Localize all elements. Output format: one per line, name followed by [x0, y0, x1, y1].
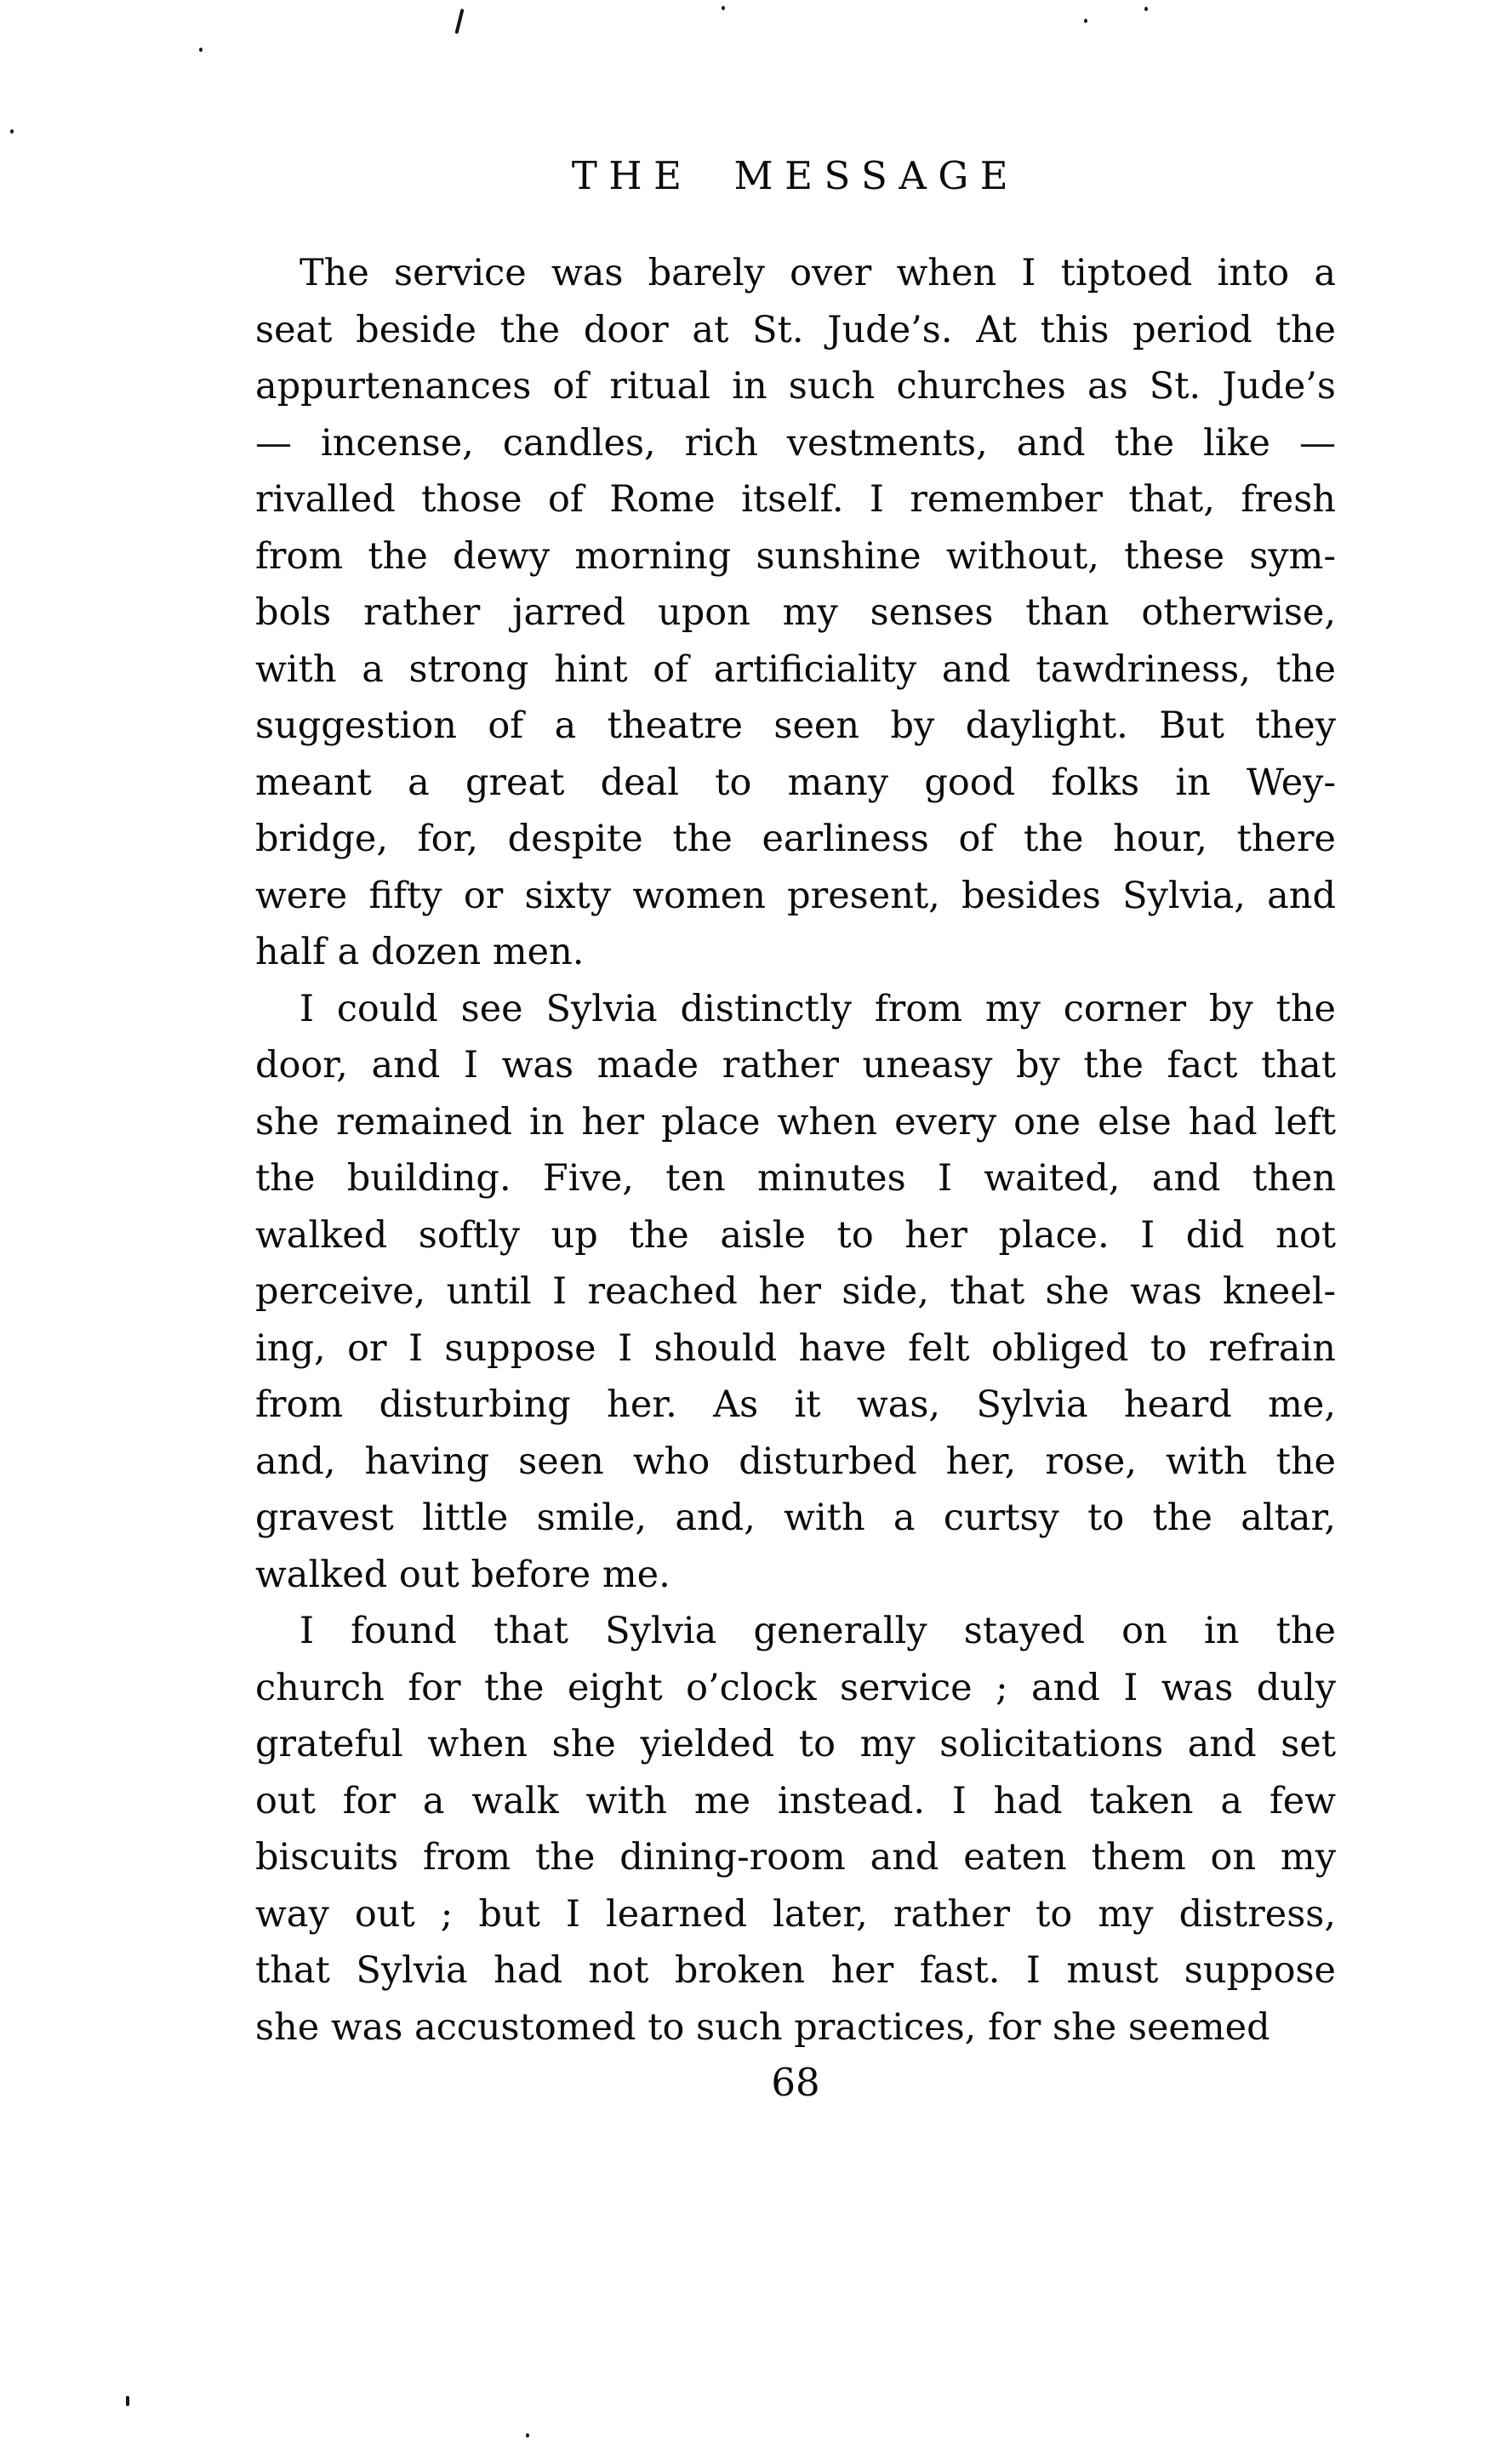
text-line: church for the eight o’clock service ; and I was duly	[255, 1666, 1336, 1709]
body-text	[255, 245, 1336, 2056]
paragraph	[255, 1603, 1336, 2056]
scan-artifact-dot	[1144, 7, 1148, 11]
text-line: door, and I was made rather uneasy by the fact that	[255, 1044, 1336, 1086]
paragraph	[255, 981, 1336, 1604]
text-line: way out ; but I learned later, rather to my distress,	[255, 1892, 1336, 1936]
text-line: bols rather jarred upon my senses than otherwise,	[255, 591, 1336, 634]
scan-artifact-tick	[126, 2396, 129, 2406]
page-number: 68	[771, 2060, 820, 2105]
paragraph	[255, 245, 1336, 981]
text-line: ing, or I suppose I should have felt obliged to refrain	[255, 1326, 1336, 1370]
text-line: the building. Five, ten minutes I waited, and then	[255, 1157, 1336, 1200]
text-line: suggestion of a theatre seen by daylight. But they	[255, 704, 1336, 747]
text-line: walked out before me.	[255, 1553, 670, 1596]
text-line: meant a great deal to many good folks in Wey-	[255, 761, 1336, 804]
text-line: she was accustomed to such practices, for she seemed	[255, 2005, 1270, 2049]
text-line: walked softly up the aisle to her place. I did not	[255, 1213, 1336, 1257]
text-line: I found that Sylvia generally stayed on in the	[300, 1610, 1336, 1652]
text-line: rivalled those of Rome itself. I remember that, fresh	[255, 478, 1336, 521]
scan-artifact-dot	[526, 2433, 529, 2438]
text-line: — incense, candles, rich vestments, and the like —	[255, 421, 1336, 465]
text-line: appurtenances of ritual in such churches as St. Jude’s	[255, 365, 1336, 408]
text-line: grateful when she yielded to my solicitations and set	[255, 1723, 1336, 1765]
text-line: from disturbing her. As it was, Sylvia heard me,	[255, 1383, 1336, 1426]
text-line: out for a walk with me instead. I had taken a few	[255, 1779, 1336, 1822]
scan-artifact-dot	[199, 48, 203, 52]
text-line: perceive, until I reached her side, that she was kneel-	[255, 1270, 1336, 1313]
page-title: THE MESSAGE	[571, 153, 1020, 198]
scan-artifact-stroke	[454, 9, 464, 34]
scan-artifact-dot	[722, 6, 725, 10]
text-line: gravest little smile, and, with a curtsy to the altar,	[255, 1497, 1336, 1539]
text-line: were fifty or sixty women present, besides Sylvia, and	[255, 874, 1336, 917]
text-line: she remained in her place when every one else had left	[255, 1100, 1336, 1143]
text-line: bridge, for, despite the earliness of the hour, there	[255, 818, 1336, 860]
text-line: seat beside the door at St. Jude’s. At this period the	[255, 308, 1336, 351]
text-line: The service was barely over when I tiptoed into a	[300, 252, 1336, 294]
scan-artifact-dot	[1084, 19, 1087, 23]
text-line: biscuits from the dining-room and eaten them on my	[255, 1836, 1336, 1879]
scan-artifact-dot	[10, 129, 14, 134]
text-line: and, having seen who disturbed her, rose, with the	[255, 1440, 1336, 1483]
text-line: from the dewy morning sunshine without, these sym-	[255, 534, 1336, 578]
text-line: half a dozen men.	[255, 931, 585, 973]
text-line: with a strong hint of artificiality and tawdriness, the	[255, 647, 1336, 691]
text-line: that Sylvia had not broken her fast. I must suppose	[255, 1949, 1336, 1992]
text-line: I could see Sylvia distinctly from my corner by the	[300, 987, 1336, 1030]
